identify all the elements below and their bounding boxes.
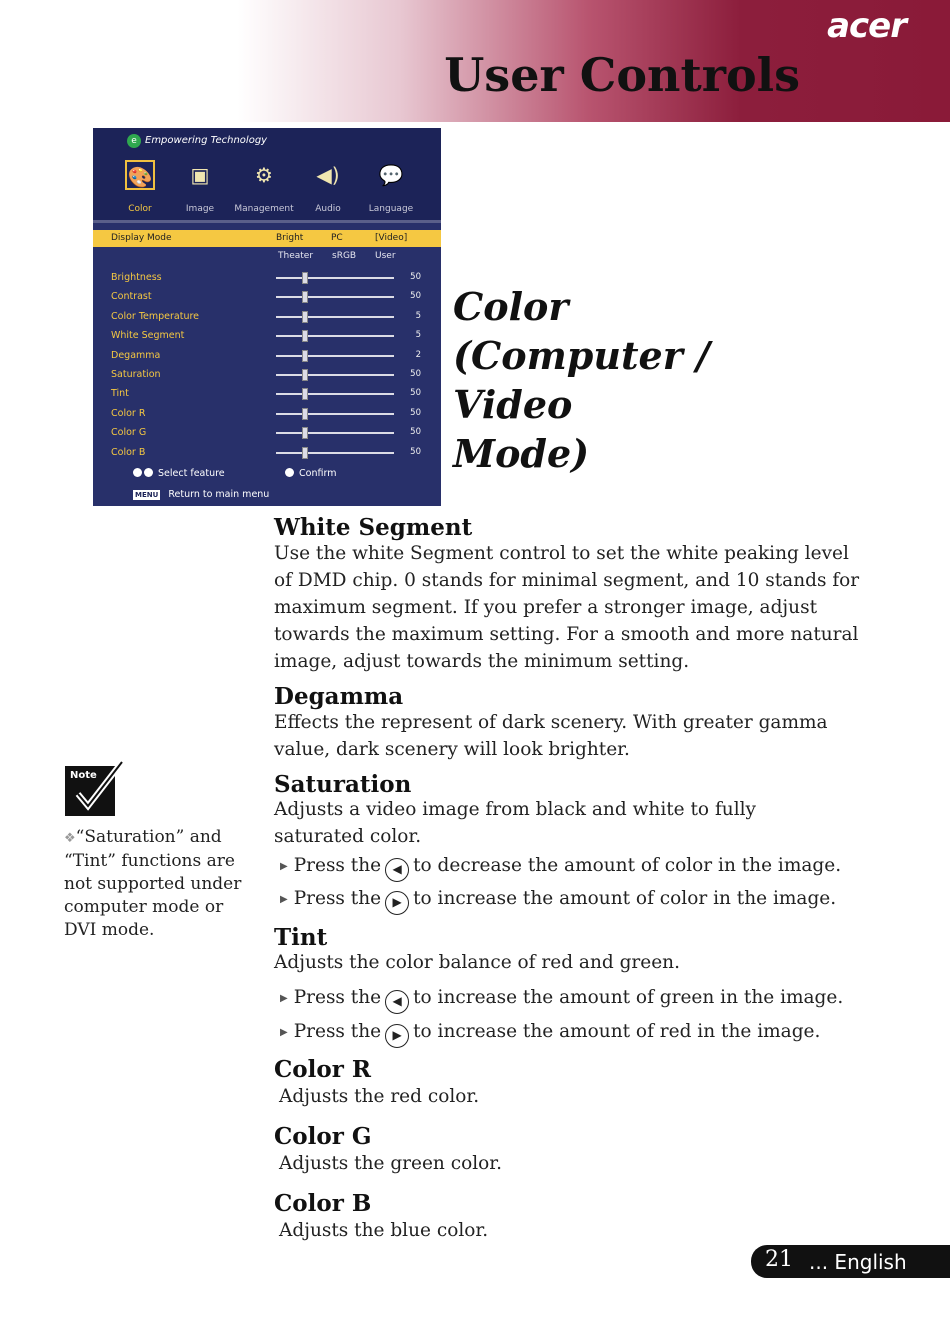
osd-slider-track — [276, 335, 394, 337]
color-r-heading: Color R — [274, 1056, 371, 1083]
saturation-bullet — [280, 887, 836, 915]
osd-logo-text: Empowering Technology — [145, 135, 268, 146]
osd-slider-track — [276, 296, 394, 298]
down-arrow-icon — [144, 468, 153, 477]
note-body: “Saturation” and “Tint” functions are not supported under computer mode or DVI mode. — [64, 827, 242, 940]
color-b-heading: Color B — [274, 1190, 372, 1217]
note-icon — [64, 760, 126, 820]
osd-slider-knob — [302, 447, 308, 459]
osd-slider-value: 5 — [415, 330, 421, 341]
bullet-text: Press the — [293, 888, 382, 909]
osd-slider-knob — [302, 330, 308, 342]
color-g-heading: Color G — [274, 1123, 372, 1150]
osd-tab-image — [165, 160, 235, 214]
display-mode-option-selected: [Video] — [375, 233, 408, 243]
osd-slider-track — [276, 413, 394, 415]
section-title-line: (Computer / Video — [453, 333, 710, 427]
empowering-logo-icon: e — [127, 134, 141, 148]
osd-divider — [93, 220, 441, 223]
saturation-bullet — [280, 854, 841, 882]
osd-tab-label: Management — [234, 204, 294, 214]
osd-slider-label: Brightness — [111, 272, 162, 283]
white-segment-heading: White Segment — [274, 514, 473, 541]
display-mode-option: sRGB — [332, 251, 357, 261]
osd-slider-label: Color B — [111, 446, 146, 458]
tint-text: Adjusts the color balance of red and green. — [274, 952, 680, 973]
bullet-triangle-icon: ▶ — [280, 1027, 288, 1038]
osd-slider-knob — [302, 311, 308, 323]
osd-slider-knob — [302, 388, 308, 400]
tint-bullet — [280, 1020, 820, 1048]
osd-footer-return — [133, 489, 269, 500]
bullet-text: Press the — [293, 1021, 382, 1042]
osd-tab-audio — [293, 160, 363, 214]
osd-slider-row — [93, 347, 441, 365]
osd-slider-row — [93, 269, 441, 287]
osd-slider-value: 50 — [410, 369, 421, 379]
display-mode-option: Theater — [278, 251, 314, 261]
osd-select-text: Select feature — [158, 468, 225, 479]
osd-slider-label: Saturation — [111, 369, 161, 380]
osd-slider-row — [93, 308, 441, 326]
osd-tab-bar — [93, 128, 441, 223]
osd-slider-value: 50 — [410, 427, 421, 438]
speech-bubble-icon: 💬 — [378, 163, 404, 187]
osd-return-text: Return to main menu — [168, 489, 270, 500]
page-title: User Controls — [444, 48, 800, 102]
osd-slider-label: White Segment — [111, 330, 185, 342]
bullet-text: to decrease the amount of color in the image. — [413, 855, 842, 876]
osd-tab-label: Image — [185, 204, 215, 214]
display-mode-option: PC — [331, 233, 343, 243]
bullet-text: to increase the amount of green in the image. — [413, 987, 844, 1008]
tint-heading: Tint — [274, 924, 328, 951]
osd-slider-value: 5 — [415, 310, 421, 321]
osd-slider-knob — [302, 291, 308, 303]
osd-slider-knob — [302, 427, 308, 439]
section-title-line: Color — [453, 284, 569, 329]
osd-slider-value: 50 — [410, 272, 421, 282]
osd-confirm-text: Confirm — [299, 468, 337, 479]
osd-slider-knob — [302, 408, 308, 420]
speaker-icon: ◀) — [316, 163, 340, 187]
bullet-triangle-icon: ▶ — [280, 993, 288, 1004]
osd-slider-track — [276, 316, 394, 318]
tint-bullet — [280, 986, 843, 1014]
note-badge-text: Note — [70, 770, 97, 781]
section-title-line: Mode) — [453, 431, 590, 476]
section-title — [453, 282, 833, 478]
note-text — [64, 826, 259, 942]
palette-icon: 🎨 — [125, 160, 155, 190]
osd-slider-label: Degamma — [111, 349, 161, 361]
osd-slider-label: Tint — [111, 388, 129, 400]
osd-slider-row — [93, 327, 441, 345]
bullet-text: to increase the amount of color in the image. — [413, 888, 837, 909]
osd-display-mode-row — [93, 230, 441, 247]
osd-slider-label: Color R — [111, 407, 146, 419]
color-r-text: Adjusts the red color. — [279, 1086, 480, 1107]
display-mode-option: Bright — [276, 233, 304, 243]
footer-language: ... English — [809, 1250, 907, 1274]
osd-footer-select — [133, 468, 225, 479]
acer-logo: acer — [827, 6, 906, 46]
color-b-text: Adjusts the blue color. — [279, 1220, 489, 1241]
image-icon: ▣ — [190, 163, 210, 187]
osd-slider-row — [93, 288, 441, 306]
osd-slider-value: 2 — [415, 349, 421, 360]
right-arrow-icon — [285, 468, 294, 477]
osd-slider-row — [93, 366, 441, 384]
menu-button-icon: MENU — [135, 491, 159, 499]
degamma-text: Effects the represent of dark scenery. With greater gamma value, dark scenery will look brighter. — [274, 712, 828, 760]
white-segment-text: Use the white Segment control to set the white peaking level of DMD chip. 0 stands for minimal segment, and 10 stands for maximum segment. If you prefer a stronger image, adjust towards the maximum setting. For a smooth and more natural image, adjust towards the minimum setting. — [274, 543, 860, 672]
color-g-text: Adjusts the green color. — [279, 1153, 502, 1174]
osd-tab-label: Color — [128, 204, 152, 214]
osd-slider-value: 50 — [410, 388, 421, 399]
osd-tab-management — [229, 160, 299, 214]
header-banner — [0, 0, 950, 122]
osd-footer-confirm — [285, 468, 336, 479]
osd-slider-value: 50 — [410, 407, 421, 418]
bullet-triangle-icon: ▶ — [280, 894, 288, 905]
saturation-text: Adjusts a video image from black and white to fully saturated color. — [274, 799, 756, 847]
right-arrow-icon: ▶ — [385, 1024, 409, 1048]
bullet-text: Press the — [293, 855, 382, 876]
osd-slider-knob — [302, 350, 308, 362]
degamma-heading: Degamma — [274, 683, 404, 710]
osd-slider-track — [276, 452, 394, 454]
saturation-heading: Saturation — [274, 771, 412, 798]
osd-slider-track — [276, 355, 394, 357]
osd-slider-value: 50 — [410, 291, 421, 302]
osd-slider-row — [93, 405, 441, 423]
osd-slider-row — [93, 385, 441, 403]
display-mode-label: Display Mode — [111, 233, 172, 243]
bullet-text: Press the — [293, 987, 382, 1008]
osd-slider-label: Color Temperature — [111, 310, 200, 322]
bullet-triangle-icon: ▶ — [280, 861, 288, 872]
osd-tab-label: Language — [368, 204, 414, 214]
osd-slider-track — [276, 374, 394, 376]
osd-slider-label: Contrast — [111, 291, 152, 303]
right-arrow-icon: ▶ — [385, 891, 409, 915]
osd-slider-track — [276, 432, 394, 434]
osd-slider-knob — [302, 369, 308, 381]
osd-slider-value: 50 — [410, 446, 421, 457]
diamond-bullet-icon: ❖ — [64, 831, 76, 846]
page-number: 21 — [765, 1247, 793, 1272]
osd-slider-knob — [302, 272, 308, 284]
osd-tab-language — [356, 160, 426, 214]
display-mode-option: User — [375, 251, 396, 261]
osd-logo — [127, 134, 267, 148]
osd-tab-label: Audio — [315, 204, 341, 214]
osd-slider-row — [93, 444, 441, 462]
up-arrow-icon — [133, 468, 142, 477]
left-arrow-icon: ◀ — [385, 990, 409, 1014]
osd-menu-screenshot — [93, 128, 441, 506]
osd-slider-row — [93, 424, 441, 442]
bullet-text: to increase the amount of red in the image. — [413, 1021, 821, 1042]
osd-slider-track — [276, 393, 394, 395]
page-footer-tab — [751, 1245, 950, 1278]
osd-slider-track — [276, 277, 394, 279]
left-arrow-icon: ◀ — [385, 858, 409, 882]
osd-slider-label: Color G — [111, 427, 147, 439]
wrench-icon: ⚙ — [255, 163, 273, 187]
